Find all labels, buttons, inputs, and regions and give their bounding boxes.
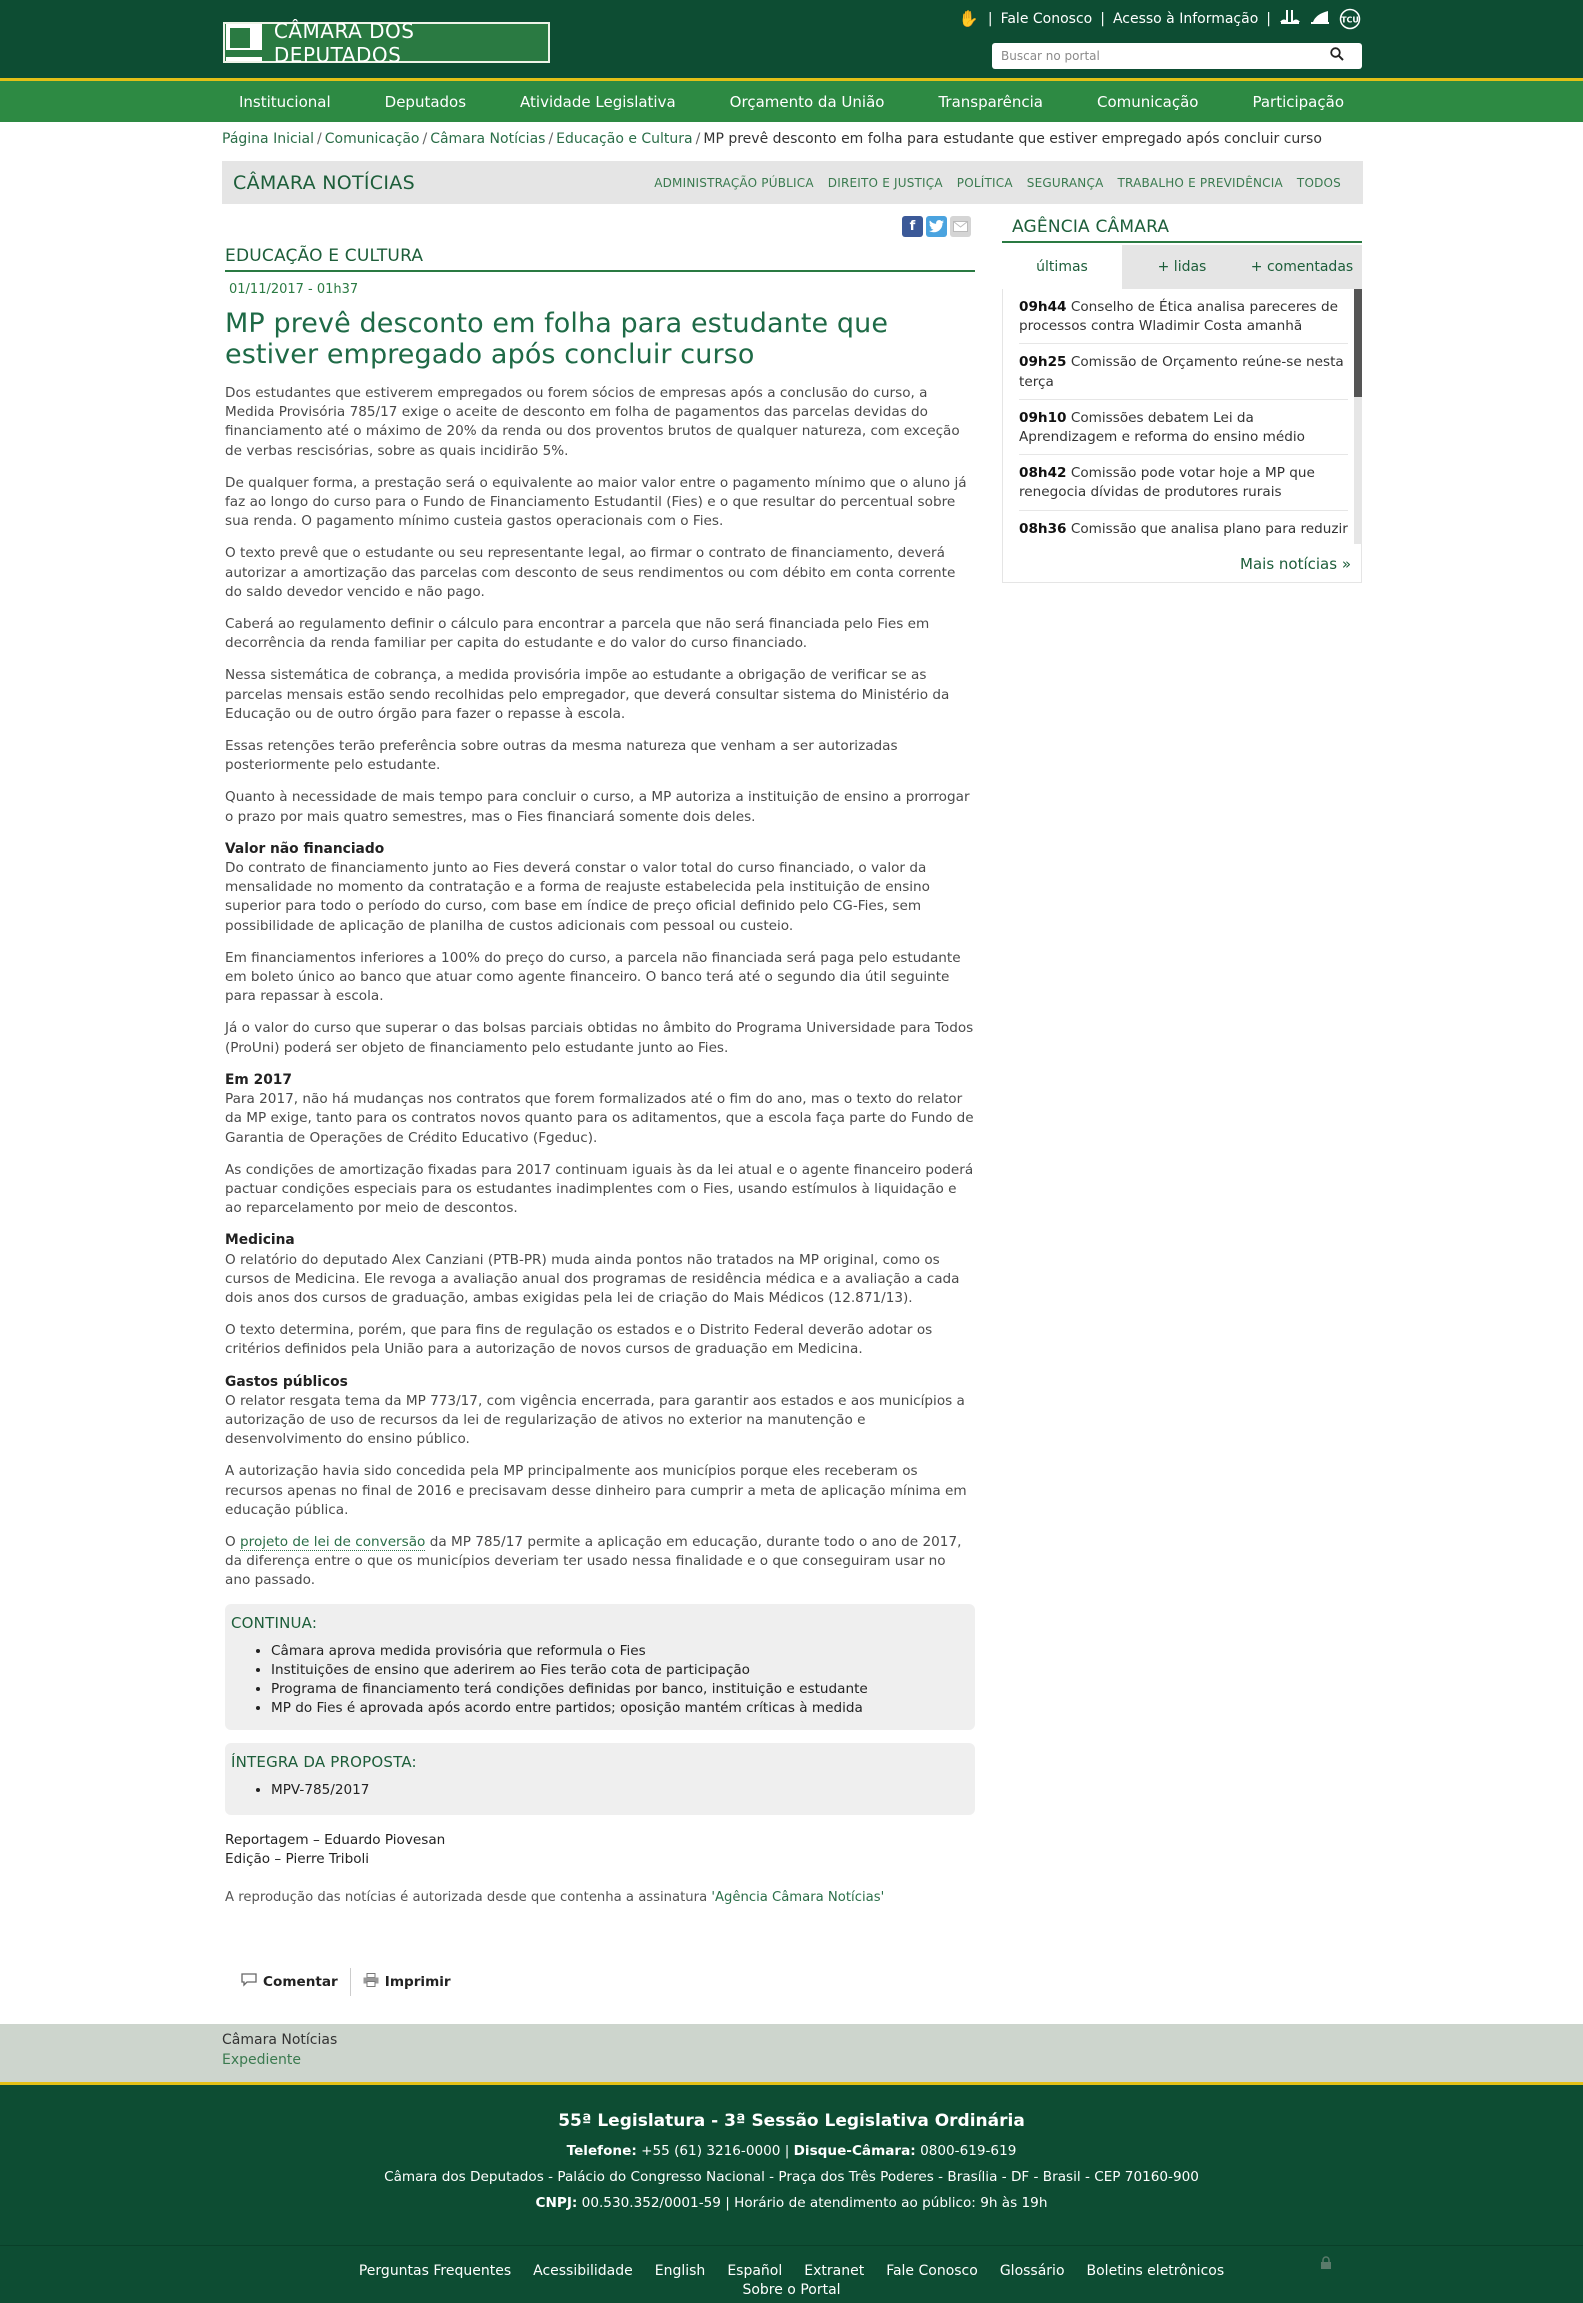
- agencia-link[interactable]: 'Agência Câmara Notícias': [711, 1889, 885, 1905]
- paragraph-with-heading: Medicina O relatório do deputado Alex Canziani (PTB-PR) muda ainda pontos não tratados na MP original, como os cursos de Medicina. Ele revoga a avaliação anual dos programas de residência médica e a avaliação a cada dois anos dos cursos de graduação, ambas exigidas pela lei de criação do Mais Médicos (12.871/13).: [225, 1232, 960, 1306]
- nav-deputados[interactable]: Deputados: [384, 92, 467, 111]
- section-link-direito[interactable]: DIREITO E JUSTIÇA: [827, 175, 943, 190]
- comment-button[interactable]: Comentar: [241, 1973, 350, 1991]
- integra-title: ÍNTEGRA DA PROPOSTA:: [231, 1753, 417, 1772]
- news-item[interactable]: 09h44 Conselho de Ética analisa pareceres de processos contra Wladimir Costa amanhã: [1019, 289, 1348, 344]
- breadcrumb-home[interactable]: Página Inicial: [222, 131, 315, 147]
- section-bar: [222, 161, 1363, 204]
- footer-link[interactable]: Fale Conosco: [886, 2263, 978, 2279]
- paragraph: Essas retenções terão preferência sobre outras da mesma natureza que venham a ser autorizadas posteriormente pelo estudante.: [225, 738, 898, 774]
- comment-icon: [241, 1973, 257, 1991]
- section-link-politica[interactable]: POLÍTICA: [956, 175, 1013, 190]
- continua-link[interactable]: • Programa de financiamento terá condições definidas por banco, instituição e estudante: [271, 1680, 969, 1699]
- paragraph: Em financiamentos inferiores a 100% do preço do curso, a parcela não financiada será paga pelo estudante em boleto único ao banco que atuar como agente financeiro. O banco terá até o segundo dia útil seguinte para repassar à escola.: [225, 949, 961, 1005]
- subheading-2017: Em 2017: [225, 1071, 293, 1088]
- camara-logo[interactable]: [223, 18, 550, 67]
- breadcrumb-camara-noticias[interactable]: Câmara Notícias: [430, 131, 546, 147]
- news-item[interactable]: 08h36 Comissão que analisa plano para reduzir: [1019, 511, 1348, 544]
- breadcrumb: Página Inicial / Comunicação / Câmara Notícias / Educação e Cultura / MP prevê desconto em folha para estudante que estiver empregado após concluir curso: [222, 131, 1322, 147]
- paragraph: O texto determina, porém, que para fins de regulação os estados e o Distrito Federal deverão adotar os critérios definidos pela União para a autorização de novos cursos de graduação em Medicina.: [225, 1322, 933, 1358]
- section-title[interactable]: CÂMARA NOTÍCIAS: [233, 171, 415, 194]
- article-date: 01/11/2017 - 01h37: [229, 282, 359, 297]
- sidebar-title[interactable]: AGÊNCIA CÂMARA: [1002, 209, 1362, 243]
- paragraph: O projeto de lei de conversão da MP 785/17 permite a aplicação em educação, durante todo o ano de 2017, da diferença entre o que os municípios deveriam ter usado nessa finalidade e o que conseguiram usar no ano passado.: [225, 1533, 962, 1589]
- nav-comunicacao[interactable]: Comunicação: [1096, 92, 1199, 111]
- twitter-icon[interactable]: [926, 216, 947, 237]
- continua-box: [225, 1604, 975, 1731]
- legislatura: 55ª Legislatura - 3ª Sessão Legislativa Ordinária: [558, 2111, 1025, 2131]
- scrollbar-thumb[interactable]: [1354, 289, 1362, 397]
- section-link-todos[interactable]: TODOS: [1296, 175, 1341, 190]
- paragraph: A autorização havia sido concedida pela MP principalmente aos municípios porque eles receberam os recursos apenas no final de 2016 e precisavam desse dinheiro para cumprir a meta de aplicação mínima em educação pública.: [225, 1463, 967, 1518]
- paragraph: As condições de amortização fixadas para 2017 continuam iguais às da lei atual e o agente financeiro poderá pactuar condições especiais para os estudantes inadimplentes com o Fies, usando estímulos à liquidação e ao reparcelamento por meio de descontos.: [225, 1161, 974, 1217]
- paragraph: Nessa sistemática de cobrança, a medida provisória impõe ao estudante a obrigação de verificar se as parcelas mensais estão sendo recolhidas pelo empregador, que deverá consultar sistema do Ministério da Educação ou de outro órgão para fazer o repasse à escola.: [225, 667, 950, 722]
- paragraph: De qualquer forma, a prestação será o equivalente ao maior valor entre o pagamento mínimo que o aluno já faz ao longo do curso para o Fundo de Financiamento Estudantil (Fies) e o que resultar do percentual sobre sua renda. O pagamento mínimo custeia gastos operacionais com o Fies.: [225, 474, 967, 530]
- continua-link[interactable]: • MP do Fies é aprovada após acordo entre partidos; oposição mantém críticas à medida: [271, 1699, 969, 1718]
- email-icon[interactable]: [950, 216, 971, 237]
- news-scrollbar[interactable]: [1354, 289, 1362, 544]
- top-header: [0, 0, 1583, 78]
- search-box: [992, 43, 1362, 69]
- breadcrumb-educacao[interactable]: Educação e Cultura: [556, 131, 693, 147]
- article-title: MP prevê desconto em folha para estudante que estiver empregado após concluir curso: [225, 308, 889, 370]
- search-input[interactable]: [992, 49, 1322, 63]
- nav-orcamento[interactable]: Orçamento da União: [729, 92, 885, 111]
- news-list: [1002, 289, 1362, 544]
- bottom-links: [0, 2245, 1583, 2303]
- section-link-seguranca[interactable]: SEGURANÇA: [1026, 175, 1104, 190]
- subheading-gastos: Gastos públicos: [225, 1373, 348, 1390]
- section-link-administracao[interactable]: ADMINISTRAÇÃO PÚBLICA: [654, 175, 814, 190]
- sub-footer: [0, 2024, 1583, 2082]
- continua-title: CONTINUA:: [231, 1613, 318, 1632]
- section-link-trabalho[interactable]: TRABALHO E PREVIDÊNCIA: [1117, 175, 1283, 190]
- contact-line: Telefone: +55 (61) 3216-0000 | Disque-Câmara: 0800-619-619: [566, 2143, 1017, 2159]
- paragraph: Quanto à necessidade de mais tempo para concluir o curso, a MP autoriza a instituição de ensino a prorrogar o prazo por mais quatro semestres, mas o Fies financiará somente dois deles.: [225, 789, 970, 825]
- continua-link[interactable]: • Câmara aprova medida provisória que reformula o Fies: [271, 1642, 969, 1661]
- agencia-sidebar: [1002, 209, 1362, 583]
- acesso-informacao-link[interactable]: Acesso à Informação: [1112, 11, 1259, 27]
- paragraph: O texto prevê que o estudante ou seu representante legal, ao firmar o contrato de financiamento, deverá autorizar a amortização das parcelas com desconto de seus rendimentos ou com débito em conta corrente do saldo devedor vencido e não pago.: [225, 545, 956, 600]
- integra-link[interactable]: • MPV-785/2017: [271, 1781, 969, 1800]
- tcu-icon[interactable]: [1339, 8, 1361, 30]
- paragraph: Dos estudantes que estiverem empregados ou forem sócios de empresas após a conclusão do curso, a Medida Provisória 785/17 exige o aceite de desconto em folha de pagamentos das parcelas devidas do financiamento até o máximo de 20% da renda ou dos proventos brutos de qualquer natureza, com exceção de verbas rescisórias, sobre as quais incidirão 5%.: [225, 385, 960, 459]
- edicao: Edição – Pierre Triboli: [225, 1850, 370, 1867]
- article-actions: [241, 1968, 463, 1996]
- subheading-valor: Valor não financiado: [225, 840, 385, 857]
- continua-link[interactable]: • Instituições de ensino que aderirem ao Fies terão cota de participação: [271, 1661, 969, 1680]
- nav-atividade-legislativa[interactable]: Atividade Legislativa: [520, 92, 676, 111]
- footer-link[interactable]: English: [654, 2263, 706, 2279]
- sidebar-tabs: [1002, 245, 1362, 289]
- facebook-icon[interactable]: f: [902, 216, 923, 237]
- reportagem: Reportagem – Eduardo Piovesan: [225, 1831, 446, 1848]
- sobre-portal-link[interactable]: Sobre o Portal: [742, 2282, 841, 2298]
- news-item[interactable]: 09h10 Comissões debatem Lei da Aprendizagem e reforma do ensino médio: [1019, 400, 1348, 455]
- news-item[interactable]: 09h25 Comissão de Orçamento reúne-se nesta terça: [1019, 344, 1348, 399]
- print-button[interactable]: Imprimir: [363, 1973, 463, 1991]
- share-buttons: [902, 216, 971, 237]
- breadcrumb-comunicacao[interactable]: Comunicação: [324, 131, 420, 147]
- nav-participacao[interactable]: Participação: [1252, 92, 1344, 111]
- senado-icon[interactable]: [1309, 8, 1331, 30]
- footer-link[interactable]: Extranet: [804, 2263, 865, 2279]
- address-line: Câmara dos Deputados - Palácio do Congresso Nacional - Praça dos Três Poderes - Brasília - DF - Brasil - CEP 70160-900: [384, 2169, 1199, 2185]
- article-body: [225, 384, 975, 1591]
- breadcrumb-current: MP prevê desconto em folha para estudante que estiver empregado após concluir curso: [703, 131, 1322, 147]
- tab-mais-lidas[interactable]: + lidas: [1157, 259, 1207, 275]
- lock-icon[interactable]: [1320, 2256, 1332, 2274]
- subfooter-camara-noticias: Câmara Notícias: [222, 2032, 338, 2048]
- camara-logo-icon: [226, 24, 262, 61]
- paragraph: Caberá ao regulamento definir o cálculo para encontrar a parcela que não será financiada pelo Fies em decorrência da renda familiar per capita do estudante e do valor do curso financiado.: [225, 616, 930, 652]
- article-category[interactable]: EDUCAÇÃO E CULTURA: [225, 246, 975, 272]
- footer-link[interactable]: Acessibilidade: [533, 2263, 633, 2279]
- article: [225, 246, 975, 1905]
- fale-conosco-link[interactable]: Fale Conosco: [1000, 11, 1093, 27]
- integra-box: [225, 1743, 975, 1814]
- mais-noticias-link[interactable]: Mais notícias »: [1002, 544, 1362, 583]
- tab-ultimas[interactable]: últimas: [1002, 245, 1122, 289]
- nav-transparencia[interactable]: Transparência: [938, 92, 1043, 111]
- news-item[interactable]: 08h42 Comissão pode votar hoje a MP que renegocia dívidas de produtores rurais: [1019, 455, 1348, 510]
- tab-mais-comentadas[interactable]: + comentadas: [1250, 259, 1354, 275]
- subfooter-expediente[interactable]: Expediente: [222, 2052, 301, 2068]
- search-icon[interactable]: [1322, 47, 1352, 65]
- main-nav: [0, 81, 1583, 122]
- top-links: ✋ | Fale Conosco | Acesso à Informação | TCU: [958, 8, 1361, 30]
- congresso-icon[interactable]: [1279, 8, 1301, 30]
- cnpj-line: CNPJ: 00.530.352/0001-59 | Horário de atendimento ao público: 9h às 19h: [535, 2195, 1048, 2211]
- footer-link[interactable]: Perguntas Frequentes: [358, 2263, 512, 2279]
- svg-text:TCU: TCU: [1341, 15, 1359, 25]
- accessibility-icon[interactable]: ✋: [958, 9, 979, 28]
- paragraph-with-heading: Gastos públicos O relator resgata tema da MP 773/17, com vigência encerrada, para garantir aos estados e aos municípios a autorização de uso de recursos da lei de regularização de ativos no exterior na manutenção e desenvolvimento do ensino público.: [225, 1373, 965, 1448]
- projeto-lei-link[interactable]: projeto de lei de conversão: [240, 1533, 426, 1550]
- paragraph-with-heading: Em 2017 Para 2017, não há mudanças nos contratos que forem formalizados até o fim do ano, mas o texto do relator da MP exige, tanto para os contratos novos quanto para os aditamentos, que a escola faça parte do Fundo de Garantia de Operações de Crédito Educativo (Fgeduc).: [225, 1071, 974, 1146]
- nav-institucional[interactable]: Institucional: [239, 92, 331, 111]
- paragraph: Já o valor do curso que superar o das bolsas parciais obtidas no âmbito do Programa Universidade para Todos (ProUni) poderá ser objeto de financiamento pelo estudante junto ao Fies.: [225, 1020, 974, 1056]
- credits: [225, 1831, 975, 1869]
- printer-icon: [363, 1973, 379, 1991]
- logo-text: CÂMARA DOS DEPUTADOS: [273, 18, 415, 67]
- footer-link[interactable]: Glossário: [999, 2263, 1065, 2279]
- paragraph-with-heading: Valor não financiado Do contrato de financiamento junto ao Fies deverá constar o valor total do curso financiado, o valor da mensalidade no momento da contratação e a forma de reajuste estabelecida pela instituição de ensino superior para todo o período do curso, com base em índice de preço oficial definido pelo CG-Fies, sem possibilidade de aplicação de planilha de custos adicionais com pessoal ou custeio.: [225, 840, 930, 934]
- subheading-medicina: Medicina: [225, 1232, 295, 1249]
- reproduction-note: A reprodução das notícias é autorizada desde que contenha a assinatura 'Agência Câmara Notícias': [225, 1889, 885, 1905]
- footer: [0, 2085, 1583, 2245]
- footer-link[interactable]: Boletins eletrônicos: [1086, 2263, 1225, 2279]
- footer-link[interactable]: Español: [727, 2263, 783, 2279]
